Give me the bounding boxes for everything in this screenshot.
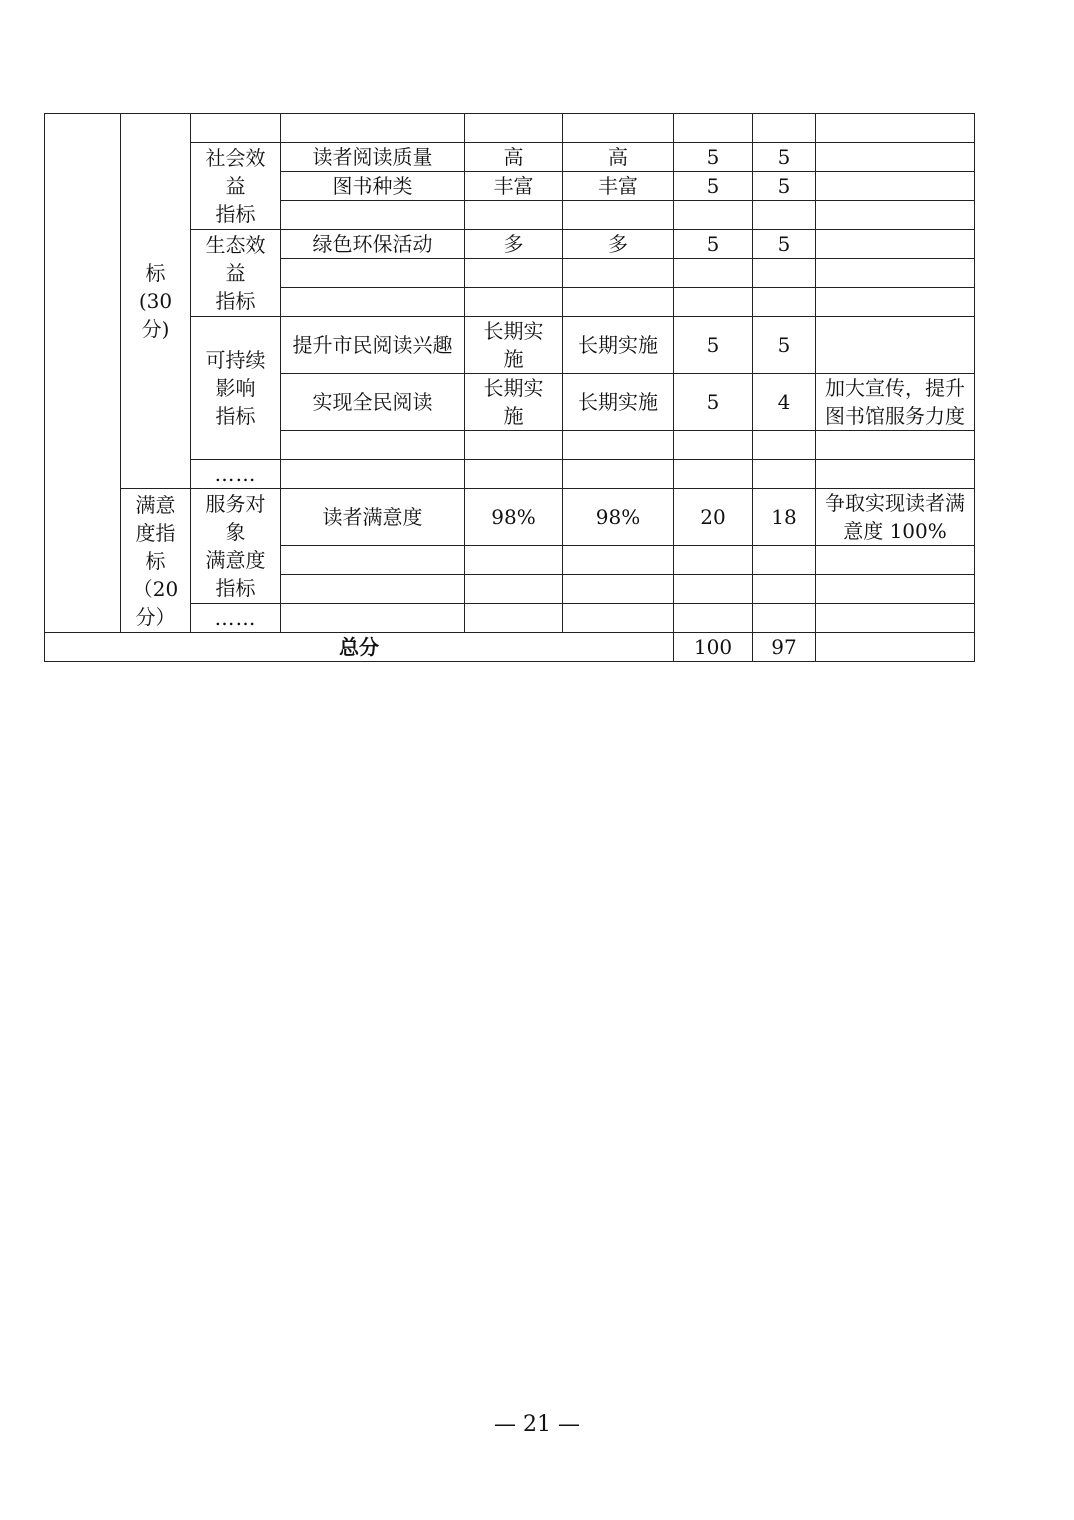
actual-value: 高: [563, 143, 674, 172]
target-value: 长期实施: [465, 374, 563, 431]
note-cell: [816, 143, 975, 172]
actual-value: 长期实施: [563, 374, 674, 431]
indicator-name: 读者阅读质量: [281, 143, 465, 172]
weight-value: 5: [674, 317, 753, 374]
weight-value: 20: [674, 489, 753, 546]
target-value: 多: [465, 230, 563, 259]
actual-value: 长期实施: [563, 317, 674, 374]
actual-value: 丰富: [563, 172, 674, 201]
indicator-name: 绿色环保活动: [281, 230, 465, 259]
service-satisfaction-label: 服务对 象 满意度 指标: [191, 489, 281, 604]
indicator-name: 读者满意度: [281, 489, 465, 546]
first-level-cell: [45, 114, 121, 633]
target-value: 长期实施: [465, 317, 563, 374]
note-cell: 争取实现读者满意度 100%: [816, 489, 975, 546]
target-value: 丰富: [465, 172, 563, 201]
total-row: [45, 633, 975, 662]
score-value: 5: [753, 230, 816, 259]
score-value: 5: [753, 172, 816, 201]
note-cell: [816, 172, 975, 201]
weight-value: 5: [674, 143, 753, 172]
weight-value: 5: [674, 172, 753, 201]
score-value: 18: [753, 489, 816, 546]
effect-category-cell: 标 (30 分): [121, 114, 191, 489]
table-row: [45, 114, 975, 143]
note-cell: [816, 230, 975, 259]
social-benefit-label: 社会效 益 指标: [191, 143, 281, 230]
total-label: 总分: [45, 633, 674, 662]
indicator-name: 实现全民阅读: [281, 374, 465, 431]
indicator-name: 图书种类: [281, 172, 465, 201]
performance-table: [44, 113, 975, 662]
score-value: 4: [753, 374, 816, 431]
note-cell: [816, 317, 975, 374]
eco-benefit-label: 生态效 益 指标: [191, 230, 281, 317]
ellipsis-cell: ……: [191, 604, 281, 633]
satisfaction-category-cell: 满意 度指 标 （20 分）: [121, 489, 191, 633]
weight-value: 5: [674, 374, 753, 431]
note-cell: 加大宣传，提升图书馆服务力度: [816, 374, 975, 431]
total-score: 97: [753, 633, 816, 662]
page-number: — 21 —: [494, 1412, 580, 1437]
sustainable-impact-label: 可持续 影响 指标: [191, 317, 281, 460]
actual-value: 98%: [563, 489, 674, 546]
score-value: 5: [753, 317, 816, 374]
ellipsis-cell: ……: [191, 460, 281, 489]
weight-value: 5: [674, 230, 753, 259]
target-value: 高: [465, 143, 563, 172]
total-weight: 100: [674, 633, 753, 662]
target-value: 98%: [465, 489, 563, 546]
actual-value: 多: [563, 230, 674, 259]
indicator-name: 提升市民阅读兴趣: [281, 317, 465, 374]
score-value: 5: [753, 143, 816, 172]
